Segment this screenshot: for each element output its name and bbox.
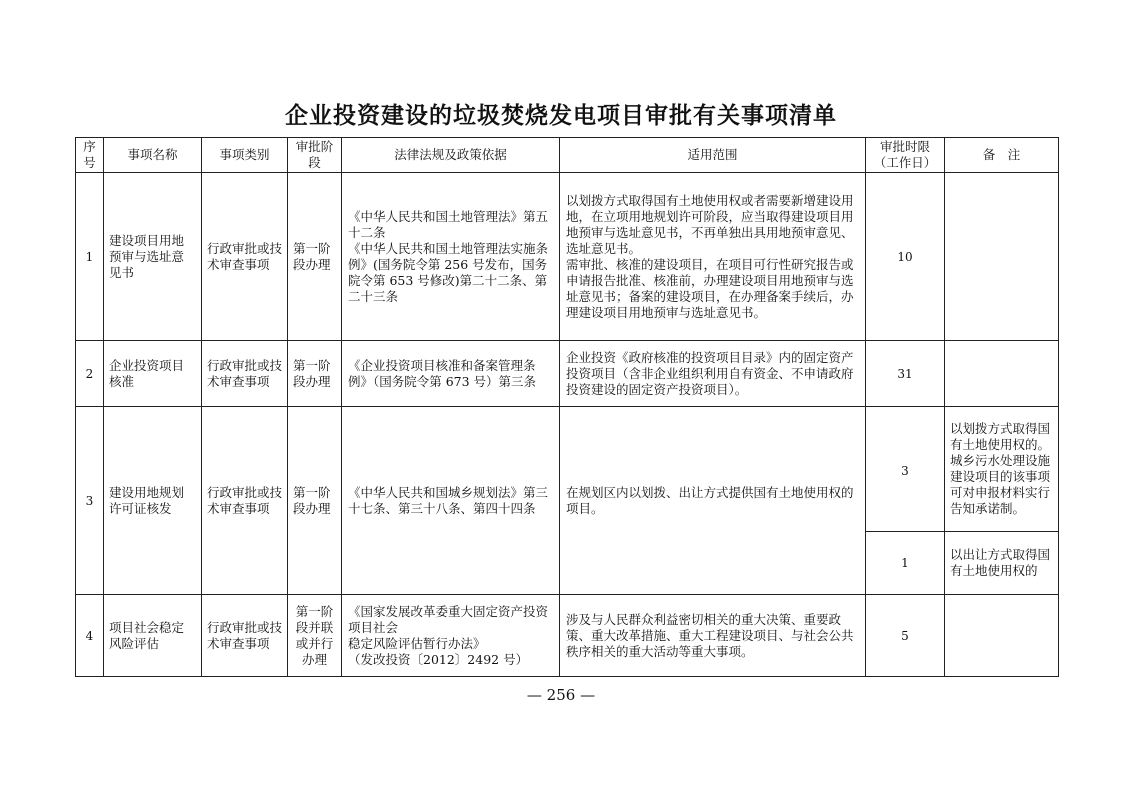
row-time: 3	[866, 407, 945, 532]
row-stage: 第一阶段并联或并行办理	[288, 595, 342, 677]
table-row	[76, 173, 1059, 341]
row-time: 5	[866, 595, 945, 677]
row-type: 行政审批或技术审查事项	[202, 173, 288, 341]
header-time: 审批时限（工作日）	[866, 138, 945, 173]
row-type: 行政审批或技术审查事项	[202, 407, 288, 595]
approval-items-table	[75, 137, 1059, 677]
header-seq: 序号	[76, 138, 104, 173]
table-row	[76, 407, 1059, 532]
row-time-2: 1	[866, 532, 945, 595]
row-name: 建设项目用地预审与选址意见书	[104, 173, 202, 341]
row-scope: 企业投资《政府核准的投资项目目录》内的固定资产投资项目（含非企业组织利用自有资金、不申请政府投资建设的固定资产投资项目）。	[560, 341, 866, 407]
row-remark	[945, 173, 1059, 341]
row-remark: 以划拨方式取得国有土地使用权的。城乡污水处理设施建设项目的该事项可对申报材料实行告知承诺制。	[945, 407, 1059, 532]
page-number: — 256 —	[526, 686, 596, 704]
table-row	[76, 341, 1059, 407]
table-header-row	[76, 138, 1059, 173]
row-name: 建设用地规划许可证核发	[104, 407, 202, 595]
row-law: 《中华人民共和国城乡规划法》第三十七条、第三十八条、第四十四条	[342, 407, 560, 595]
row-name: 项目社会稳定风险评估	[104, 595, 202, 677]
row-remark	[945, 341, 1059, 407]
header-remark: 备 注	[945, 138, 1059, 173]
header-law: 法律法规及政策依据	[342, 138, 560, 173]
page-title: 企业投资建设的垃圾焚烧发电项目审批有关事项清单	[285, 103, 837, 129]
row-stage: 第一阶段办理	[288, 407, 342, 595]
row-seq: 3	[76, 407, 104, 595]
row-scope: 以划拨方式取得国有土地使用权或者需要新增建设用地，在立项用地规划许可阶段，应当取得建设项目用地预审与选址意见书，不再单独出具用地预审意见、选址意见书。 需审批、核准的建设项目，在项目可行性研究报告或申请报告批准、核准前，办理建设项目用地预审与选址意见书；备案的建设项目，在办理备案手续后，办理建设项目用地预审与选址意见书。	[560, 173, 866, 341]
row-type: 行政审批或技术审查事项	[202, 341, 288, 407]
row-time: 10	[866, 173, 945, 341]
row-stage: 第一阶段办理	[288, 173, 342, 341]
row-stage: 第一阶段办理	[288, 341, 342, 407]
row-remark	[945, 595, 1059, 677]
row-time: 31	[866, 341, 945, 407]
header-scope: 适用范围	[560, 138, 866, 173]
row-law: 《中华人民共和国土地管理法》第五十二条 《中华人民共和国土地管理法实施条例》(国务院令第 256 号发布，国务院令第 653 号修改)第二十二条、第二十三条	[342, 173, 560, 341]
row-seq: 1	[76, 173, 104, 341]
row-remark-2: 以出让方式取得国有土地使用权的	[945, 532, 1059, 595]
row-scope: 在规划区内以划拨、出让方式提供国有土地使用权的项目。	[560, 407, 866, 595]
row-seq: 2	[76, 341, 104, 407]
row-scope: 涉及与人民群众利益密切相关的重大决策、重要政策、重大改革措施、重大工程建设项目、与社会公共秩序相关的重大活动等重大事项。	[560, 595, 866, 677]
row-law: 《国家发展改革委重大固定资产投资项目社会 稳定风险评估暂行办法》 （发改投资〔2012〕2492 号）	[342, 595, 560, 677]
row-name: 企业投资项目核准	[104, 341, 202, 407]
header-type: 事项类别	[202, 138, 288, 173]
header-name: 事项名称	[104, 138, 202, 173]
table-row	[76, 595, 1059, 677]
row-law: 《企业投资项目核准和备案管理条例》（国务院令第 673 号）第三条	[342, 341, 560, 407]
header-stage: 审批阶段	[288, 138, 342, 173]
row-seq: 4	[76, 595, 104, 677]
row-type: 行政审批或技术审查事项	[202, 595, 288, 677]
